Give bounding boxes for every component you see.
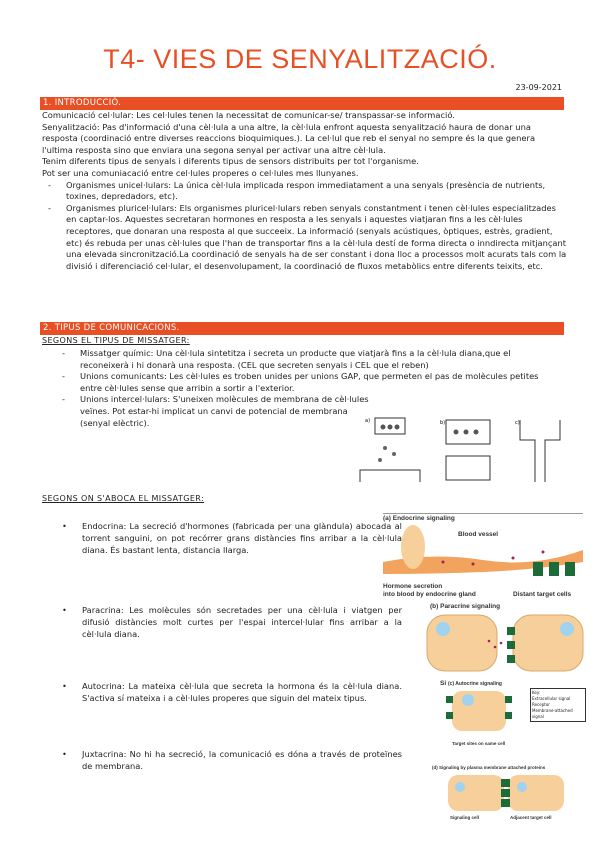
paragraph: Senyalització: Pas d'informació d'una cèl·lula a una altre, la cèl·lula enfront aquesta senyalització haura de donar una resposta (coordinació entre diverses reaccions bioquimiques.). La cel·lul que reb el senyal no sempre és la que genera l'ultima resposta sino que enviara una segona senyal per activar una altre cèl·lula. [42, 121, 536, 155]
bullet-juxtacrina: • Juxtacrina: No hi ha secreció, la comunicació es dóna a través de proteïnes de membrana. [62, 748, 402, 772]
bullet-paracrina: • Paracrina: Les molècules són secretades per una cèl·lula i viatgen per difusió distàncies molt curtes per l'espai intercel·lular fins arribar a la cèl·lula diana. [62, 604, 402, 641]
juxtacrine-figure: (d) Signaling by plasma membrane attached proteins Signaling cell Adjacent target cell [432, 765, 582, 825]
list-item: - Organismes unicel·lulars: La única cèl·lula implicada respon immediatament a una senyals (presència de nutrients, toxines, depredadors, etc). [42, 180, 567, 203]
paragraph: Pot ser una comuniacació entre cel·lules properes o cel·lules mes llunyanes. [42, 167, 359, 178]
subheading-aboca: SEGONS ON S'ABOCA EL MISSATGER: [42, 494, 205, 503]
svg-text:c): c) [515, 420, 520, 426]
subheading-missatger: SEGONS EL TIPUS DE MISSATGER: [42, 336, 190, 345]
svg-text:a): a) [365, 418, 371, 424]
section-heading-introduccio: 1. INTRODUCCIÓ. [40, 97, 564, 110]
list-item: - Organismes pluricel·lulars: Els organismes pluricel·lulars reben senyals constantment i tenen cèl·lules especialitzades en captar-los. Aquestes secretaran hormones en resposta a les senyals i aquestes viatjaran fins a les cèl·lules receptores, que donaran una resposta al que succeeix. La informació (senyals acústiques, òptiques, estrès, gradient, etc) és rebuda per unas cèl·lules que l'han de transportar fins a la cèl·lula destí de forma directa o inndirecta mitjançant una elevada sincronització.La coordinació de senyals ha de ser constant i dona lloc a processos molt acurats tals com la divisió i diferenciació cel·lular, el desenvolupament, la coordinació de fluxos metabòlics entre diferents teixits, etc. [42, 203, 567, 273]
svg-text:b): b) [440, 420, 446, 426]
endocrine-figure: (a) Endocrine signaling Blood vessel Hormone secretion into blood by endocrine gland Distant target cells [383, 513, 583, 604]
bullet-autocrina: • Autocrina: La mateixa cèl·lula que secreta la hormona és la cèl·lula diana. S'activa sí mateixa i a cèl·lules properes que siguin del mateix tipus. [62, 680, 402, 704]
paragraph: Tenim diferents tipus de senyals i diferents tipus de sensors distribuits per tot l'organisme. [42, 156, 419, 167]
paragraph: Comunicació cel·lular: Les cel·lules tenen la necessitat de comunicar-se/ transpassar-se informació. [42, 110, 455, 120]
intro-text [42, 110, 567, 272]
section-heading-tipus: 2. TIPUS DE COMUNICACIONS. [40, 322, 564, 335]
junction-types-figure [350, 414, 565, 482]
autocrine-figure: Si (c) Autocrine signaling Target sites on same cell Key: Extracellular signal Receptor Membrane-attached signal [440, 680, 585, 750]
list-item: - Unions intercel·lulars: S'uneixen molècules de membrana de cèl·lules veïnes. Pot estar-hi implicat un canvi de potencial de membrana (senyal elèctric). [62, 394, 380, 429]
date: 23-09-2021 [515, 83, 562, 92]
paracrine-figure: (b) Paracrine signaling [425, 603, 585, 678]
bullet-endocrina: • Endocrina: La secreció d'hormones (fabricada per una glàndula) abocada al torrent sanguini, on pot recórrer grans distàncies fins arribar a la cèl·lula diana. És bastant lenta, distancia llarga. [62, 520, 402, 557]
list-item: - Unions comunicants: Les cèl·lules es troben unides per unions GAP, que permeten el pas de molècules petites entre cèl·lules sense que arribin a sortir a l'exterior. [62, 371, 562, 394]
figure-key: Key: Extracellular signal Receptor Membrane-attached signal [530, 688, 586, 722]
page-title: T4- VIES DE SENYALITZACIÓ. [103, 44, 497, 74]
list-item: - Missatger químic: Una cèl·lula sintetitza i secreta un producte que viatjarà fins a la cèl·lula diana,que el reconeixerà i hi donarà una resposta. (CEL que secreten senyals i CEL que el reben) [62, 348, 562, 371]
